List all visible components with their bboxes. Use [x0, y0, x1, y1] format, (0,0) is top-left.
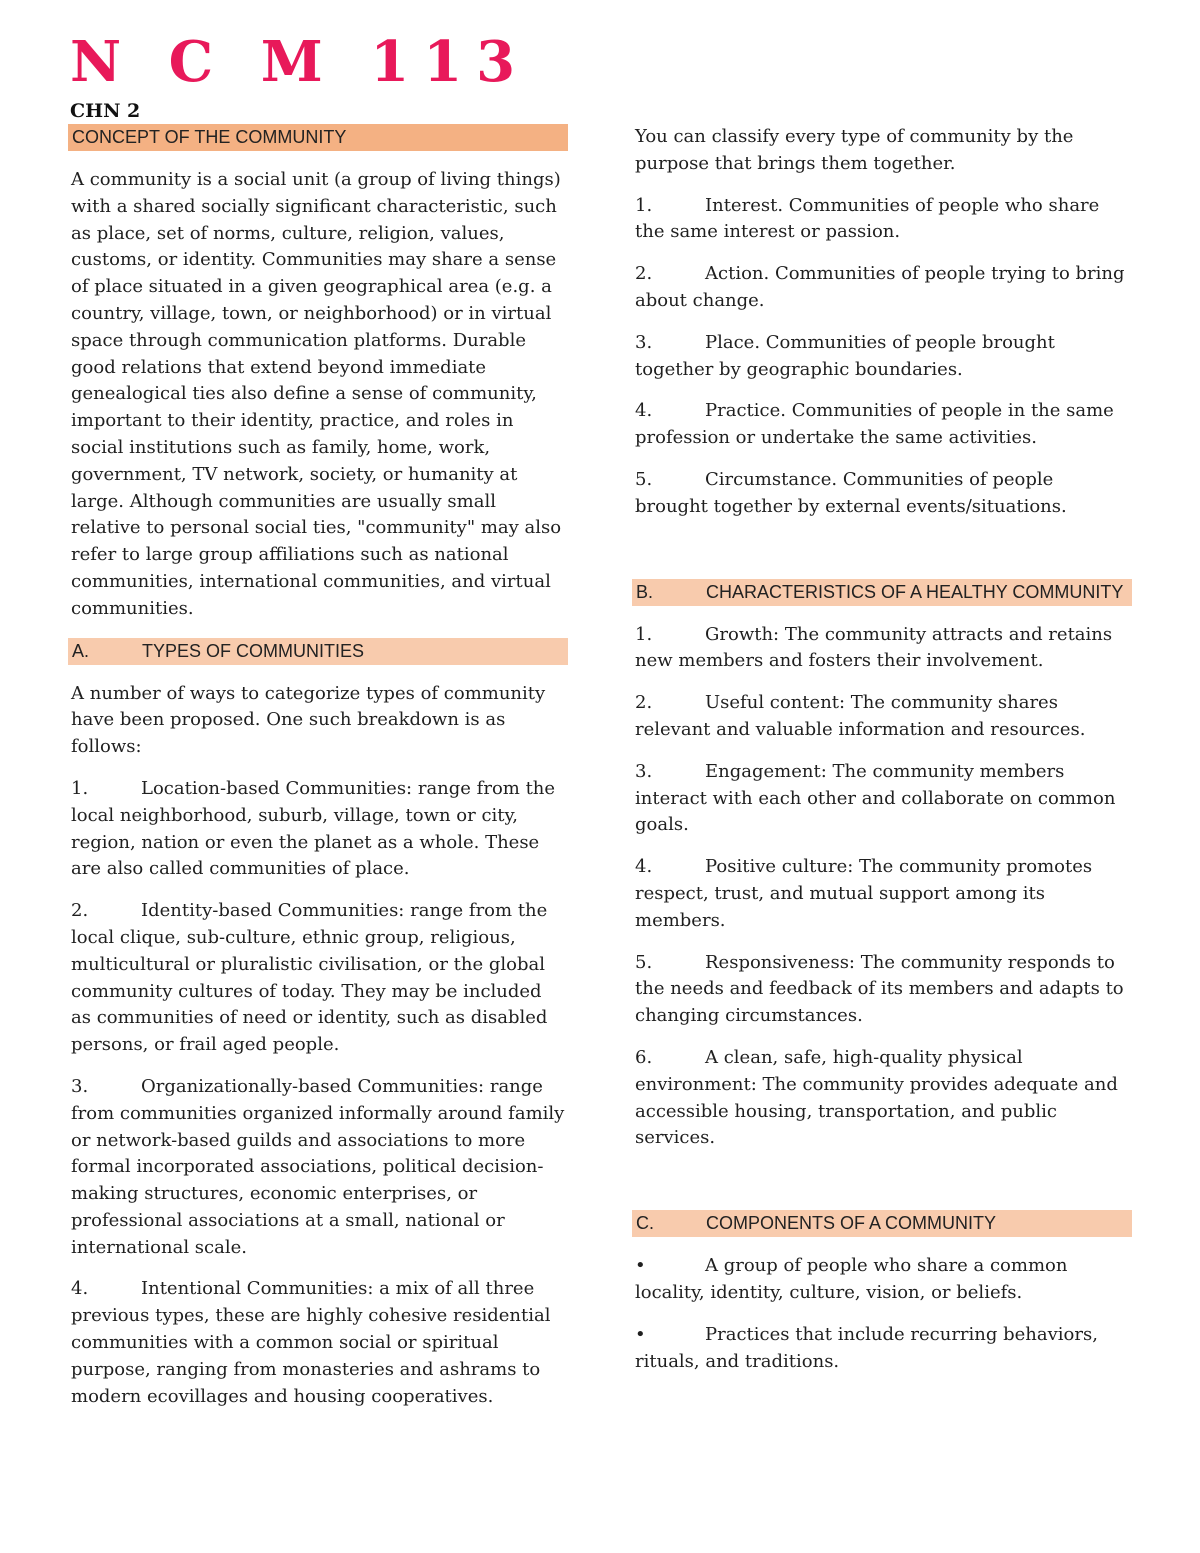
healthy-heading-label: B.	[636, 581, 654, 602]
bullet-icon: •	[635, 1255, 646, 1277]
list-item-number: 3.	[71, 1075, 89, 1097]
types-heading	[68, 638, 568, 665]
list-item-text: Circumstance. Communities of people brought together by external events/situations.	[635, 468, 1067, 517]
list-item	[632, 854, 1132, 934]
concept-heading: CONCEPT OF THE COMMUNITY	[68, 124, 568, 151]
list-item	[632, 759, 1132, 839]
list-item	[632, 330, 1132, 384]
list-item-text: Responsiveness: The community responds to the needs and feedback of its members and adapts to changing circumstances.	[635, 951, 1124, 1027]
types-heading-label: A.	[72, 640, 90, 661]
list-item-text: Positive culture: The community promotes respect, trust, and mutual support among its members.	[635, 856, 1093, 931]
list-item-number: 1.	[635, 623, 653, 645]
list-item-text: Practices that include recurring behaviors, rituals, and traditions.	[635, 1323, 1098, 1372]
list-item-text: Location-based Communities: range from the local neighborhood, suburb, village, town or city, region, nation or even the planet as a whole. These are also called communities of place.	[71, 777, 556, 880]
types-heading-text: TYPES OF COMMUNITIES	[142, 640, 365, 661]
list-item-text: Growth: The community attracts and retains new members and fosters their involvement.	[635, 623, 1113, 672]
list-item-text: Place. Communities of people brought together by geographic boundaries.	[635, 331, 1055, 380]
list-item	[632, 622, 1132, 676]
healthy-heading-text: CHARACTERISTICS OF A HEALTHY COMMUNITY	[706, 581, 1124, 602]
list-item	[632, 398, 1132, 452]
list-item	[632, 261, 1132, 315]
list-item-number: 1.	[71, 777, 89, 799]
list-item-number: 1.	[635, 194, 653, 216]
list-item	[632, 1045, 1132, 1152]
list-item-text: Identity-based Communities: range from the local clique, sub-culture, ethnic group, religious, multicultural or pluralistic civilisation, or the global community cultures of today. They may be included as communities of need or identity, such as disabled persons, or frail aged people.	[71, 900, 548, 1056]
list-item	[68, 1074, 568, 1262]
list-item	[632, 1253, 1132, 1307]
list-item	[68, 776, 568, 883]
list-item-number: 4.	[71, 1278, 89, 1300]
list-item	[632, 193, 1132, 247]
list-item-text: Practice. Communities of people in the same profession or undertake the same activities.	[635, 400, 1114, 449]
list-item	[632, 690, 1132, 744]
concept-paragraph: A community is a social unit (a group of living things) with a shared socially significant characteristic, such as place, set of norms, culture, religion, values, customs, or identity. Communities may share a sense of place situated in a given geographical area (e.g. a country, village, town, or neighborhood) or in virtual space through communication platforms. Durable good relations that extend beyond immediate genealogical ties also define a sense of community, important to their identity, practice, and roles in social institutions such as family, home, work, government, TV network, society, or humanity at large. Although communities are usually small relative to personal social ties, "community" may also refer to large group affiliations such as national communities, international communities, and virtual communities.	[71, 169, 562, 619]
types-intro: A number of ways to categorize types of community have been proposed. One such breakdown is as follows:	[71, 682, 546, 758]
components-heading-label: C.	[636, 1213, 654, 1234]
document-subtitle: CHN 2	[70, 100, 141, 122]
healthy-heading	[632, 579, 1132, 606]
list-item-text: Engagement: The community members interact with each other and collaborate on common goals.	[635, 760, 1116, 836]
list-item	[632, 467, 1132, 521]
list-item-text: Interest. Communities of people who share the same interest or passion.	[635, 194, 1100, 243]
list-item-number: 3.	[635, 760, 653, 782]
components-heading-text: COMPONENTS OF A COMMUNITY	[706, 1213, 997, 1234]
list-item-number: 4.	[635, 400, 653, 422]
right-column	[632, 124, 1132, 1375]
list-item	[632, 1322, 1132, 1376]
document-title: N C M 113	[70, 29, 530, 95]
list-item-number: 4.	[635, 856, 653, 878]
left-column	[68, 124, 568, 1410]
list-item-text: A group of people who share a common locality, identity, culture, vision, or beliefs.	[635, 1255, 1068, 1303]
list-item-number: 2.	[635, 692, 653, 714]
list-item-text: Action. Communities of people trying to bring about change.	[635, 263, 1125, 311]
components-heading	[632, 1210, 1132, 1237]
list-item-text: Useful content: The community shares relevant and valuable information and resources.	[635, 692, 1086, 740]
list-item-number: 2.	[71, 900, 89, 922]
bullet-icon: •	[635, 1323, 646, 1345]
list-item	[68, 1276, 568, 1410]
list-item-number: 6.	[635, 1046, 653, 1068]
list-item	[632, 950, 1132, 1030]
list-item-number: 5.	[635, 468, 653, 490]
classify-intro: You can classify every type of community by the purpose that brings them together.	[635, 126, 1074, 174]
list-item-text: A clean, safe, high-quality physical environment: The community provides adequate and accessible housing, transportation, and public services.	[635, 1046, 1118, 1149]
list-item-number: 5.	[635, 951, 653, 973]
list-item-number: 2.	[635, 263, 653, 285]
list-item	[68, 898, 568, 1059]
list-item-number: 3.	[635, 331, 653, 353]
list-item-text: Intentional Communities: a mix of all three previous types, these are highly cohesive residential communities with a common social or spiritual purpose, ranging from monasteries and ashrams to modern ecovillages and housing cooperatives.	[71, 1278, 551, 1407]
list-item-text: Organizationally-based Communities: range from communities organized informally around family or network-based guilds and associations to more formal incorporated associations, political decision-making structures, economic enterprises, or professional associations at a small, national or international scale.	[71, 1075, 565, 1258]
